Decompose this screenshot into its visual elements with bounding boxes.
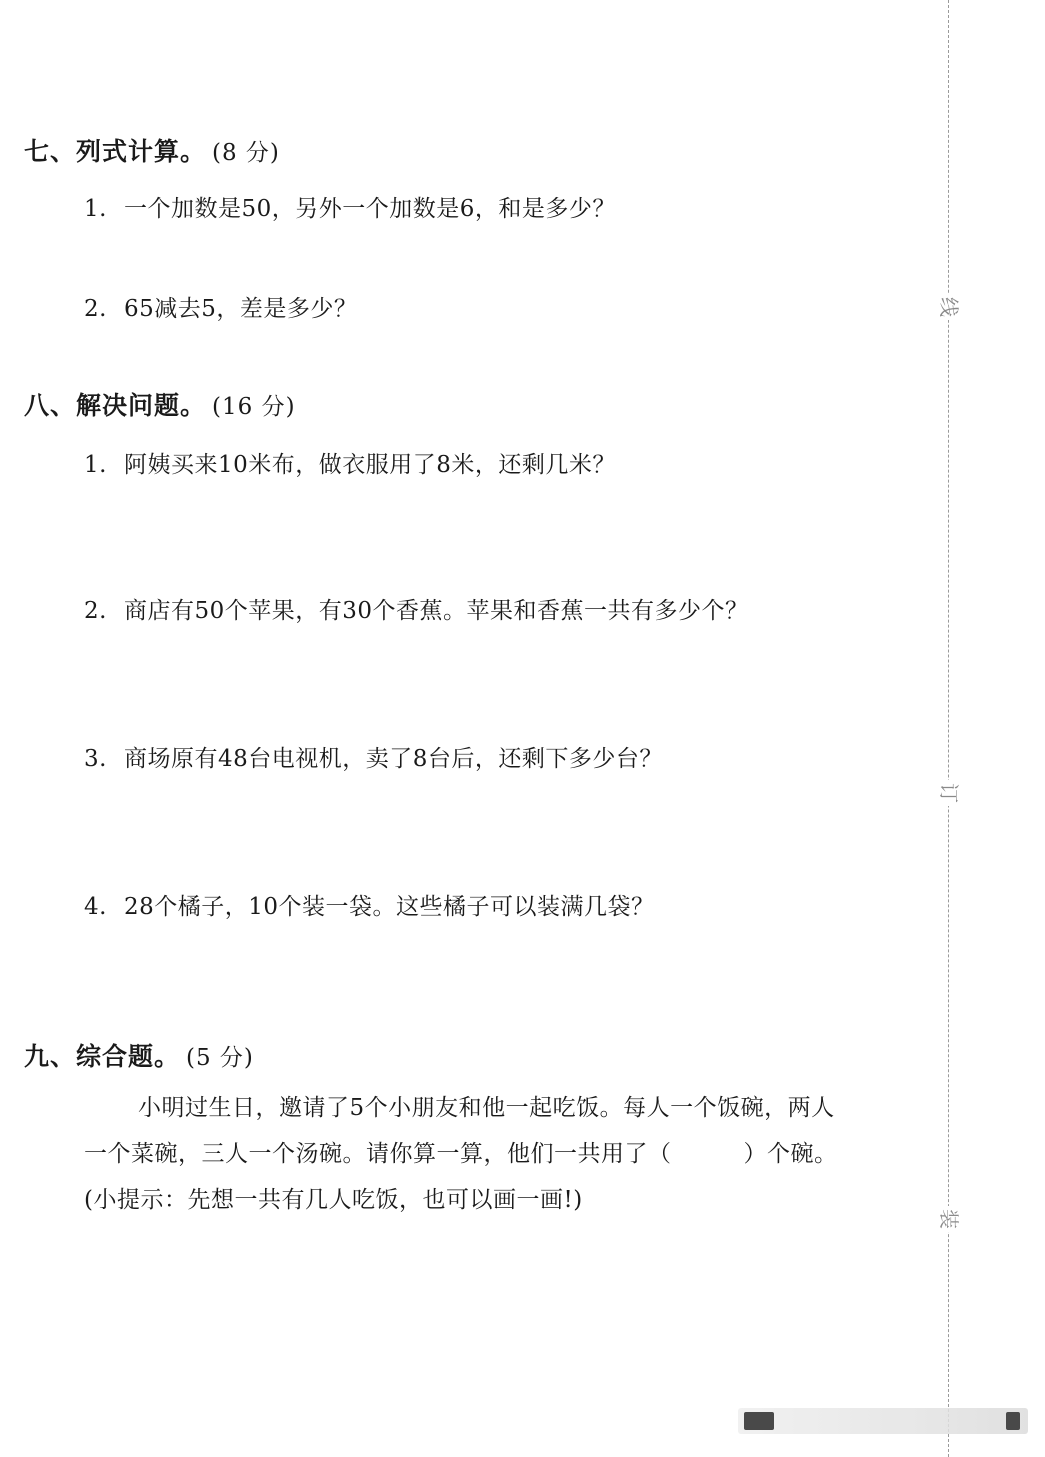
section-8-question-1 bbox=[84, 446, 616, 479]
question-text: 一个加数是50，另外一个加数是6，和是多少？ bbox=[124, 196, 616, 222]
question-number: 3. bbox=[84, 746, 107, 772]
question-number: 2. bbox=[84, 598, 107, 624]
binding-char-middle: 订 bbox=[934, 780, 964, 806]
question-number: 1. bbox=[84, 452, 107, 478]
question-text: 商场原有48台电视机，卖了8台后，还剩下多少台？ bbox=[124, 746, 663, 772]
section-7-heading bbox=[24, 132, 280, 168]
question-text: 28个橘子，10个装一袋。这些橘子可以装满几袋？ bbox=[124, 894, 655, 920]
section-9-problem bbox=[84, 1085, 924, 1223]
binding-char-bottom: 装 bbox=[934, 1206, 964, 1232]
section-9-title: 九、综合题。 bbox=[24, 1042, 181, 1071]
section-8-heading bbox=[24, 386, 296, 422]
section-8-title: 八、解决问题。 bbox=[24, 391, 207, 420]
section-9-heading bbox=[24, 1037, 254, 1073]
question-text: 阿姨买来10米布，做衣服用了8米，还剩几米？ bbox=[124, 452, 616, 478]
section-8-question-4 bbox=[84, 888, 655, 921]
problem-line-1: 小明过生日，邀请了5个小朋友和他一起吃饭。每人一个饭碗，两人 bbox=[138, 1095, 835, 1121]
question-text: 65减去5，差是多少？ bbox=[124, 296, 358, 322]
section-7-question-2 bbox=[84, 290, 357, 323]
problem-hint: (小提示：先想一共有几人吃饭，也可以画一画!) bbox=[84, 1187, 583, 1213]
section-7-title: 七、列式计算。 bbox=[24, 137, 207, 166]
section-7-question-1 bbox=[84, 190, 616, 223]
question-number: 1. bbox=[84, 196, 107, 222]
problem-line-2-start: 一个菜碗，三人一个汤碗。请你算一算，他们一共用了（ bbox=[84, 1141, 672, 1167]
question-text: 商店有50个苹果，有30个香蕉。苹果和香蕉一共有多少个？ bbox=[124, 598, 749, 624]
section-8-question-3 bbox=[84, 740, 663, 773]
binding-char-top: 线 bbox=[934, 294, 964, 320]
problem-line-2 bbox=[84, 1131, 924, 1177]
problem-line-2-end: ）个碗。 bbox=[743, 1141, 838, 1167]
section-8-points: (16 分) bbox=[212, 394, 296, 420]
section-7-points: (8 分) bbox=[212, 140, 280, 166]
watermark-bar bbox=[738, 1408, 1028, 1434]
section-8-question-2 bbox=[84, 592, 749, 625]
binding-dashed-line bbox=[948, 0, 949, 1457]
question-number: 2. bbox=[84, 296, 107, 322]
section-9-points: (5 分) bbox=[186, 1045, 254, 1071]
question-number: 4. bbox=[84, 894, 107, 920]
